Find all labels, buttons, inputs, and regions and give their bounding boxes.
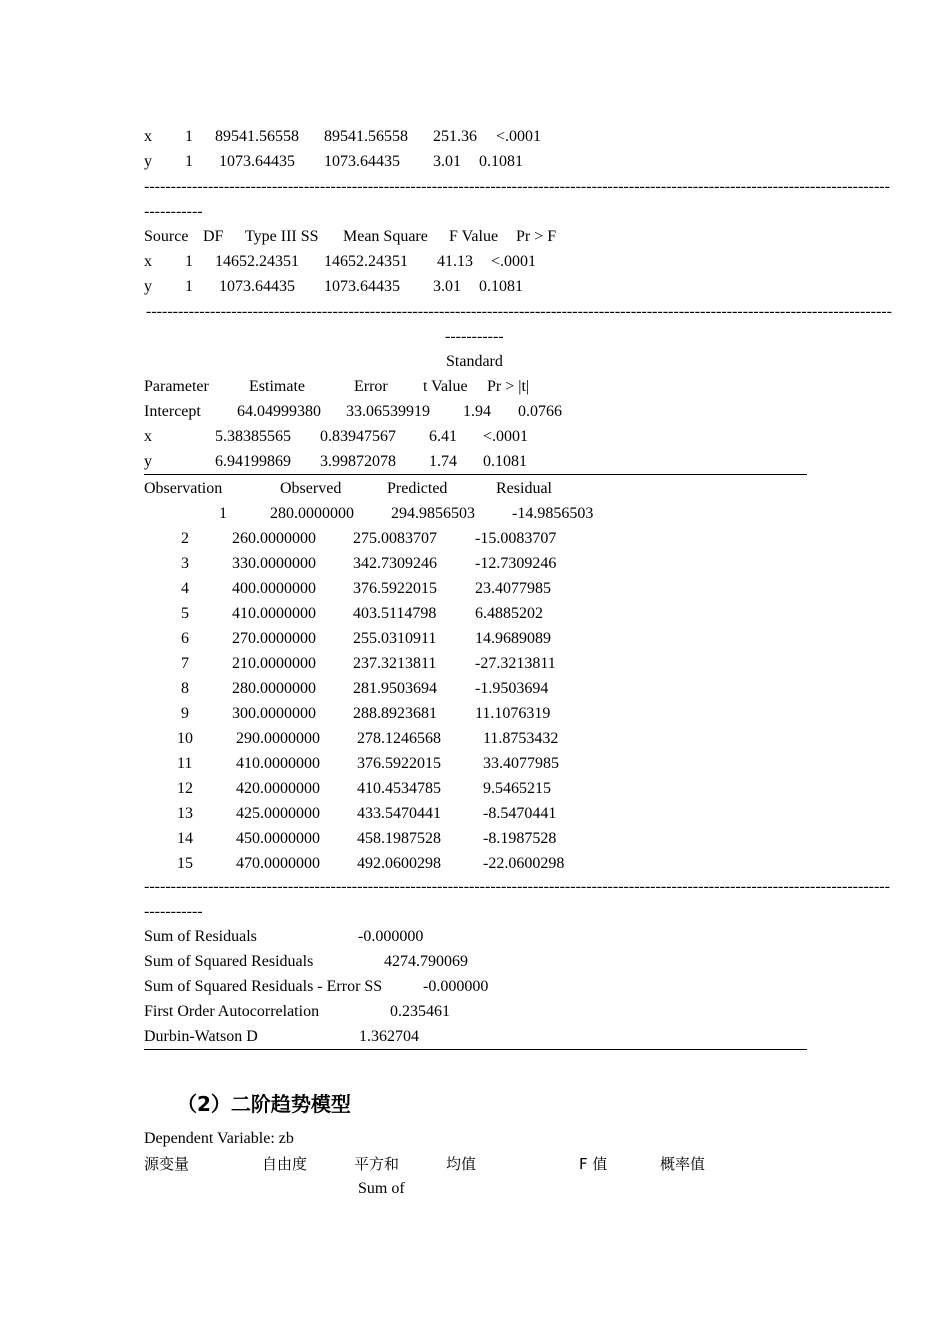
cell-observed: 300.0000000 xyxy=(232,705,316,722)
cell-observed: 260.0000000 xyxy=(232,530,316,547)
cell-error: 0.83947567 xyxy=(320,428,396,445)
cell-tvalue: 6.41 xyxy=(429,428,457,445)
header-f-cn: F 值 xyxy=(579,1155,608,1173)
header-df-cn: 自由度 xyxy=(262,1155,308,1173)
cell-param: y xyxy=(144,453,152,470)
separator-line: -------------------------------------------------------------------------------------------------------------------------------------------- xyxy=(144,178,890,195)
cell-error: 3.99872078 xyxy=(320,453,396,470)
cell-predicted: 342.7309246 xyxy=(353,555,437,572)
header-error: Error xyxy=(354,378,388,395)
cell-residual: -27.3213811 xyxy=(475,655,556,672)
cell-observed: 400.0000000 xyxy=(232,580,316,597)
header-ss: Type III SS xyxy=(245,228,319,245)
header-estimate: Estimate xyxy=(249,378,305,395)
header-source-cn: 源变量 xyxy=(144,1155,190,1173)
cell-observed: 410.0000000 xyxy=(236,755,320,772)
summary-value: 1.362704 xyxy=(359,1028,419,1045)
cell-obs: 9 xyxy=(181,705,189,722)
cell-residual: 23.4077985 xyxy=(475,580,551,597)
cell-obs: 3 xyxy=(181,555,189,572)
cell-ms: 1073.64435 xyxy=(324,153,400,170)
cell-residual: 33.4077985 xyxy=(483,755,559,772)
cell-predicted: 281.9503694 xyxy=(353,680,437,697)
cell-residual: -8.1987528 xyxy=(483,830,557,847)
header-p: Pr > F xyxy=(516,228,557,245)
summary-value: 0.235461 xyxy=(390,1003,450,1020)
cell-ms: 1073.64435 xyxy=(324,278,400,295)
cell-predicted: 278.1246568 xyxy=(357,730,441,747)
cell-observed: 280.0000000 xyxy=(232,680,316,697)
cell-predicted: 376.5922015 xyxy=(353,580,437,597)
summary-value: -0.000000 xyxy=(423,978,489,995)
cell-predicted: 275.0083707 xyxy=(353,530,437,547)
cell-p: <.0001 xyxy=(496,128,542,145)
cell-observed: 425.0000000 xyxy=(236,805,320,822)
cell-residual: -14.9856503 xyxy=(512,505,594,522)
summary-label: Durbin-Watson D xyxy=(144,1028,258,1045)
cell-predicted: 403.5114798 xyxy=(353,605,437,622)
cell-df: 1 xyxy=(185,128,193,145)
header-parameter: Parameter xyxy=(144,378,209,395)
summary-label: Sum of Squared Residuals xyxy=(144,953,314,970)
summary-label: Sum of Residuals xyxy=(144,928,257,945)
cell-predicted: 433.5470441 xyxy=(357,805,441,822)
cell-predicted: 458.1987528 xyxy=(357,830,441,847)
cell-residual: 11.1076319 xyxy=(475,705,551,722)
cell-observed: 450.0000000 xyxy=(236,830,320,847)
separator-tail: ----------- xyxy=(144,203,203,220)
cell-estimate: 6.94199869 xyxy=(215,453,291,470)
cell-ss: 14652.24351 xyxy=(215,253,299,270)
cell-ms: 14652.24351 xyxy=(324,253,408,270)
cell-observed: 210.0000000 xyxy=(232,655,316,672)
header-observation: Observation xyxy=(144,480,223,497)
cell-param: x xyxy=(144,428,152,445)
cell-estimate: 5.38385565 xyxy=(215,428,291,445)
cell-residual: 14.9689089 xyxy=(475,630,551,647)
cell-obs: 15 xyxy=(177,855,193,872)
cell-prt: 0.0766 xyxy=(518,403,562,420)
cell-ms: 89541.56558 xyxy=(324,128,408,145)
header-df: DF xyxy=(203,228,224,245)
cell-f: 3.01 xyxy=(433,153,461,170)
cell-obs: 7 xyxy=(181,655,189,672)
header-ms: Mean Square xyxy=(343,228,428,245)
cell-residual: 9.5465215 xyxy=(483,780,551,797)
dependent-variable: Dependent Variable: zb xyxy=(144,1130,294,1147)
cell-obs: 14 xyxy=(177,830,193,847)
cell-df: 1 xyxy=(185,253,193,270)
cell-predicted: 255.0310911 xyxy=(353,630,437,647)
cell-tvalue: 1.74 xyxy=(429,453,457,470)
cell-p: 0.1081 xyxy=(479,153,523,170)
summary-label: Sum of Squared Residuals - Error SS xyxy=(144,978,383,995)
cell-obs: 11 xyxy=(177,755,193,772)
cell-ss: 89541.56558 xyxy=(215,128,299,145)
cell-df: 1 xyxy=(185,153,193,170)
header-standard: Standard xyxy=(446,353,503,370)
cell-residual: -1.9503694 xyxy=(475,680,549,697)
cell-predicted: 410.4534785 xyxy=(357,780,441,797)
cell-observed: 330.0000000 xyxy=(232,555,316,572)
cell-predicted: 294.9856503 xyxy=(391,505,475,522)
cell-residual: -8.5470441 xyxy=(483,805,557,822)
separator-line: -------------------------------------------------------------------------------------------------------------------------------------------- xyxy=(144,878,890,895)
cell-obs: 6 xyxy=(181,630,189,647)
horizontal-rule xyxy=(144,474,807,475)
cell-tvalue: 1.94 xyxy=(463,403,491,420)
cell-p: 0.1081 xyxy=(479,278,523,295)
cell-ss: 1073.64435 xyxy=(219,153,295,170)
summary-value: 4274.790069 xyxy=(384,953,468,970)
cell-observed: 270.0000000 xyxy=(232,630,316,647)
header-ss-cn: 平方和 xyxy=(354,1155,400,1173)
cell-estimate: 64.04999380 xyxy=(237,403,321,420)
cell-f: 41.13 xyxy=(437,253,473,270)
cell-obs: 4 xyxy=(181,580,189,597)
cell-residual: -15.0083707 xyxy=(475,530,557,547)
cell-observed: 420.0000000 xyxy=(236,780,320,797)
cell-residual: 11.8753432 xyxy=(483,730,559,747)
header-f: F Value xyxy=(449,228,499,245)
separator-line: -------------------------------------------------------------------------------------------------------------------------------------------- xyxy=(146,303,892,320)
header-p-cn: 概率值 xyxy=(660,1155,706,1173)
cell-f: 3.01 xyxy=(433,278,461,295)
cell-predicted: 376.5922015 xyxy=(357,755,441,772)
header-sumof: Sum of xyxy=(358,1180,405,1197)
section-heading: （2）二阶趋势模型 xyxy=(177,1092,351,1116)
summary-label: First Order Autocorrelation xyxy=(144,1003,320,1020)
separator-tail: ----------- xyxy=(144,903,203,920)
cell-observed: 280.0000000 xyxy=(270,505,354,522)
cell-obs: 5 xyxy=(181,605,189,622)
cell-error: 33.06539919 xyxy=(346,403,430,420)
cell-df: 1 xyxy=(185,278,193,295)
header-prt: Pr > |t| xyxy=(487,378,530,395)
cell-ss: 1073.64435 xyxy=(219,278,295,295)
cell-f: 251.36 xyxy=(433,128,477,145)
cell-observed: 290.0000000 xyxy=(236,730,320,747)
separator-tail: ----------- xyxy=(445,328,504,345)
cell-obs: 8 xyxy=(181,680,189,697)
cell-observed: 470.0000000 xyxy=(236,855,320,872)
cell-residual: 6.4885202 xyxy=(475,605,543,622)
cell-observed: 410.0000000 xyxy=(232,605,316,622)
cell-source: x xyxy=(144,253,152,270)
cell-obs: 2 xyxy=(181,530,189,547)
cell-predicted: 492.0600298 xyxy=(357,855,441,872)
header-source: Source xyxy=(144,228,189,245)
cell-obs: 13 xyxy=(177,805,193,822)
header-observed: Observed xyxy=(280,480,342,497)
horizontal-rule xyxy=(144,1049,807,1050)
cell-param: Intercept xyxy=(144,403,201,420)
cell-obs: 12 xyxy=(177,780,193,797)
cell-predicted: 237.3213811 xyxy=(353,655,437,672)
cell-obs: 10 xyxy=(177,730,193,747)
header-ms-cn: 均值 xyxy=(446,1155,477,1173)
cell-obs: 1 xyxy=(219,505,227,522)
cell-prt: <.0001 xyxy=(483,428,529,445)
header-residual: Residual xyxy=(496,480,552,497)
cell-prt: 0.1081 xyxy=(483,453,527,470)
header-tvalue: t Value xyxy=(423,378,468,395)
cell-p: <.0001 xyxy=(491,253,537,270)
cell-source: y xyxy=(144,278,152,295)
cell-predicted: 288.8923681 xyxy=(353,705,437,722)
cell-residual: -22.0600298 xyxy=(483,855,565,872)
summary-value: -0.000000 xyxy=(358,928,424,945)
cell-source: y xyxy=(144,153,152,170)
cell-residual: -12.7309246 xyxy=(475,555,557,572)
header-predicted: Predicted xyxy=(387,480,448,497)
cell-source: x xyxy=(144,128,152,145)
